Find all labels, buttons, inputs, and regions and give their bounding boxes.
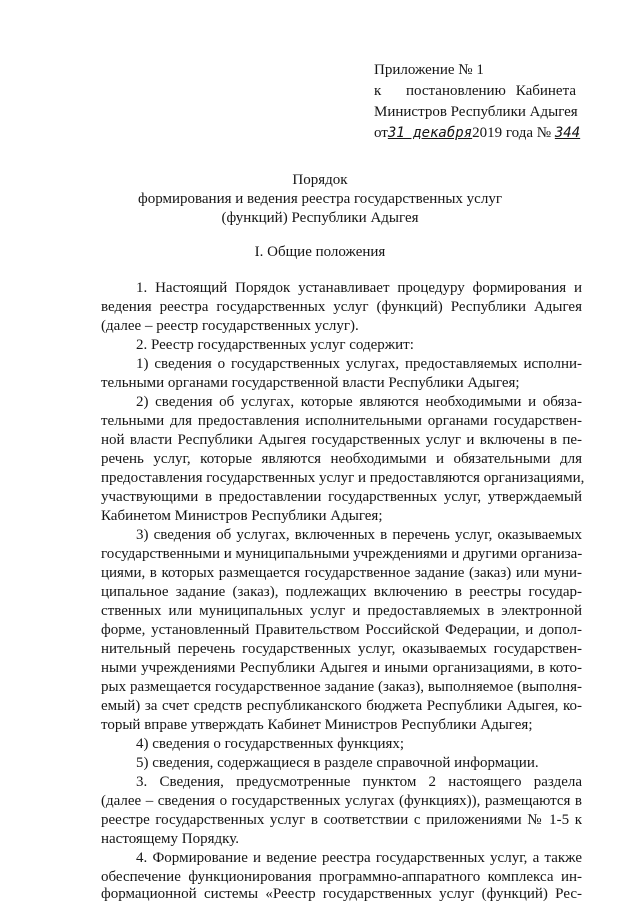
body-line: обеспечение функционирования программно-аппаратного комплекса ин- — [101, 869, 582, 885]
annex-ref-resolution: постановлению — [406, 83, 506, 99]
body-line: ной власти Республики Адыгея государственных услуг и включены в пе- — [101, 432, 582, 448]
body-line: речень услуг, которые являются необходимыми и обязательными для — [101, 451, 582, 467]
body-line: ными учреждениями Республики Адыгея и иными организациями, в кото- — [101, 660, 582, 676]
body-line: 2. Реестр государственных услуг содержит: — [136, 337, 414, 353]
body-line: рых размещается государственное задание (заказ), выполняемое (выполня- — [101, 679, 582, 695]
body-line: 3. Сведения, предусмотренные пунктом 2 настоящего раздела — [136, 774, 582, 790]
title-line-3: (функций) Республики Адыгея — [221, 210, 419, 226]
title-line-1: Порядок — [292, 172, 348, 188]
body-line: 1. Настоящий Порядок устанавливает процедуру формирования и — [136, 280, 582, 296]
body-line: ципальное задание (заказ), подлежащих включению в реестры государ- — [101, 584, 582, 600]
body-line: предоставления государственных услуг и предоставляются организациями, — [101, 470, 585, 486]
body-line: форме, установленный Правительством Российской Федерации, и допол- — [101, 622, 582, 638]
body-line: государственными и муниципальными учреждениями и другими организа- — [101, 546, 583, 562]
body-line: ведения реестра государственных услуг (функций) Республики Адыгея — [101, 299, 582, 315]
body-line: (далее – реестр государственных услуг). — [101, 318, 359, 334]
body-line: реестре государственных услуг в соответствии с приложениями № 1-5 к — [101, 812, 582, 828]
body-line: торый вправе утверждать Кабинет Министров Республики Адыгея; — [101, 717, 533, 733]
body-line: 4. Формирование и ведение реестра государственных услуг, а также — [136, 850, 582, 866]
date-handwritten: 31 декабря — [387, 125, 473, 141]
body-line: циями, в которых размещается государственное задание (заказ) или муни- — [101, 565, 582, 581]
body-line: 4) сведения о государственных функциях; — [136, 736, 405, 752]
section-heading: I. Общие положения — [254, 244, 386, 260]
body-line: участвующими в предоставлении государственных услуг, утверждаемый — [101, 489, 582, 505]
body-line: емый) за счет средств республиканского бюджета Республики Адыгея, ко- — [101, 698, 582, 714]
body-line: ственных или муниципальных услуг и предоставляемых в электронной — [101, 603, 582, 619]
annex-date-line — [374, 124, 594, 143]
date-year: 2019 года № — [472, 125, 552, 141]
resolution-number: 344 — [554, 125, 581, 141]
body-line: 3) сведения об услугах, включенных в перечень услуг, оказываемых — [136, 527, 582, 543]
body-line: тельными органами государственной власти Республики Адыгея; — [101, 375, 520, 391]
annex-number: Приложение № 1 — [374, 62, 484, 78]
annex-ref-ministers: Министров Республики Адыгея — [374, 104, 578, 120]
body-line: 1) сведения о государственных услугах, предоставляемых исполни- — [136, 356, 582, 372]
annex-ref-cabinet: Кабинета — [515, 83, 576, 99]
body-line: тельными для предоставления исполнительными органами государствен- — [101, 413, 582, 429]
title-line-2: формирования и ведения реестра государственных услуг — [138, 191, 502, 207]
body-line: Кабинетом Министров Республики Адыгея; — [101, 508, 383, 524]
annex-ref-preposition: к — [374, 83, 382, 99]
body-line: (далее – сведения о государственных услугах (функциях)), размещаются в — [101, 793, 582, 809]
body-line: 5) сведения, содержащиеся в разделе справочной информации. — [136, 755, 539, 771]
date-prefix: от — [374, 125, 388, 141]
body-line: формационной системы «Реестр государственных услуг (функций) Рес- — [101, 886, 582, 902]
body-line: 2) сведения об услугах, которые являются необходимыми и обяза- — [136, 394, 582, 410]
body-line: настоящему Порядку. — [101, 831, 239, 847]
body-line: нительный перечень государственных услуг, оказываемых государствен- — [101, 641, 582, 657]
